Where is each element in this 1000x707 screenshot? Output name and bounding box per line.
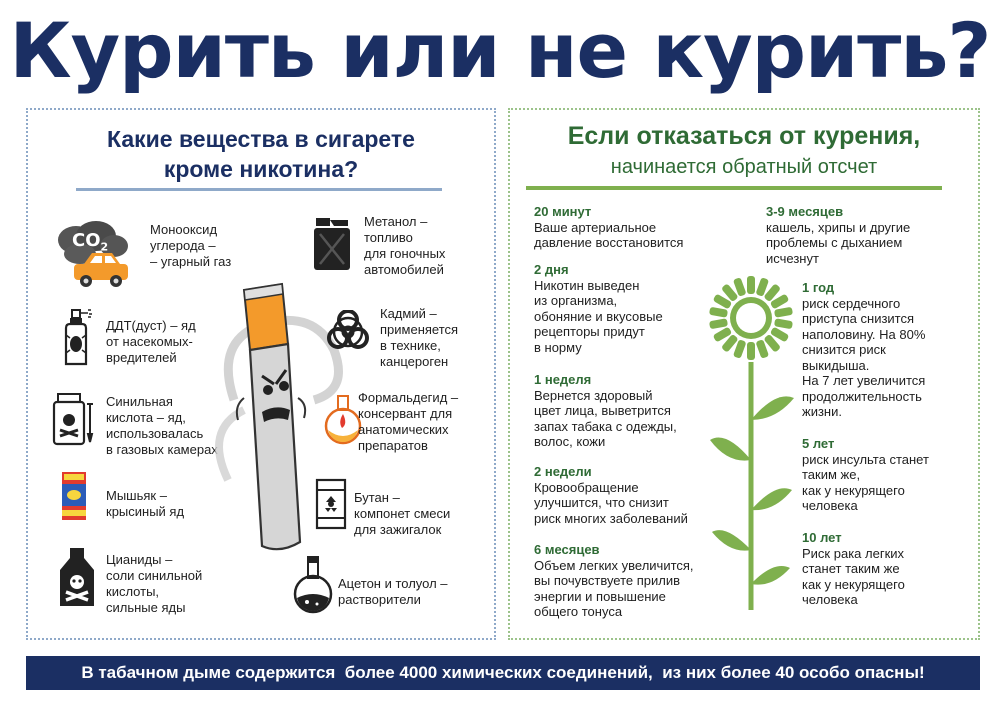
footer-banner: В табачном дыме содержится более 4000 химических соединений, из них более 40 особо опасны! <box>26 656 980 690</box>
stage-text: Объем легких увеличится, вы почувствуете прилив энергии и повышение общего тонуса <box>534 557 694 619</box>
co2-label <box>72 230 108 254</box>
spray-can-icon <box>60 308 94 368</box>
substance-arsenic: Мышьяк – крысиный яд <box>106 488 185 519</box>
co2-label-text: CO <box>72 230 101 251</box>
substance-cyanide: Цианиды – соли синильной кислоты, сильные яды <box>106 552 203 615</box>
stage-text: Кровообращение улучшится, что снизит риск многих заболеваний <box>534 479 688 526</box>
co2-label-sub: 2 <box>100 240 109 254</box>
fuel-canister-icon <box>310 216 354 272</box>
left-heading-rule <box>76 188 442 191</box>
left-heading-line2: кроме никотина? <box>163 156 359 182</box>
stage-time: 5 лет <box>802 436 835 451</box>
stage-text: риск инсульта станет таким же, как у некурящего человека <box>802 451 929 513</box>
main-title: Курить или не курить? <box>9 6 991 95</box>
stage-time: 10 лет <box>802 530 842 545</box>
left-heading <box>28 124 494 184</box>
radioactive-barrel-icon <box>314 478 348 530</box>
stage-text: Риск рака легких станет таким же как у некурящего человека <box>802 545 905 607</box>
stage-text: Вернется здоровый цвет лица, выветрится запах табака с одежды, волос, кожи <box>534 387 677 449</box>
stage-time: 2 дня <box>534 262 569 277</box>
stage-20-minutes <box>534 204 683 251</box>
poison-bottle-icon <box>54 546 100 610</box>
stage-text: Никотин выведен из организма, обоняние и вкусовые рецепторы придут в норму <box>534 277 663 355</box>
rat-poison-icon <box>60 470 88 522</box>
substance-methanol: Метанол – топливо для гоночных автомобилей <box>364 214 446 277</box>
stage-time: 6 месяцев <box>534 542 600 557</box>
stage-time: 2 недели <box>534 464 592 479</box>
stage-5-years <box>802 436 929 514</box>
substance-co: Монооксид углерода – – угарный газ <box>150 222 232 269</box>
substance-cadmium: Кадмий – применяется в технике, канцероген <box>380 306 459 369</box>
substance-acetone: Ацетон и толуол – растворители <box>338 576 448 607</box>
stage-2-weeks <box>534 464 688 526</box>
stage-time: 3-9 месяцев <box>766 204 844 219</box>
poison-jar-icon <box>50 390 102 450</box>
right-heading: Если отказаться от курения, <box>567 122 921 150</box>
stage-time: 1 неделя <box>534 372 592 387</box>
substance-formaldehyde: Формальдегид – консервант для анатомических препаратов <box>358 390 459 453</box>
stage-10-years <box>802 530 905 608</box>
biohazard-icon <box>326 310 370 354</box>
left-heading-line1: Какие вещества в сигарете <box>107 126 415 152</box>
right-heading-rule <box>526 186 942 190</box>
stage-text: Ваше артериальное давление восстановится <box>534 219 684 250</box>
round-flask-icon <box>290 554 336 614</box>
substance-ddt: ДДТ(дуст) – яд от насекомых- вредителей <box>106 318 196 365</box>
stage-time: 1 год <box>802 280 835 295</box>
right-panel <box>508 108 980 640</box>
left-panel <box>26 108 496 640</box>
stage-text: кашель, хрипы и другие проблемы с дыханием исчезнут <box>766 219 911 266</box>
substance-hcn: Синильная кислота – яд, использовалась в газовых камерах <box>106 394 218 457</box>
flower-icon <box>706 270 796 614</box>
stage-1-week <box>534 372 677 450</box>
stage-time: 20 минут <box>534 204 592 219</box>
right-subheading: начинается обратный отсчет <box>610 156 878 178</box>
stage-3-9-months <box>766 204 910 266</box>
stage-2-days <box>534 262 663 355</box>
stage-6-months <box>534 542 694 620</box>
stage-1-year <box>802 280 925 420</box>
substance-butane: Бутан – компонет смеси для зажигалок <box>354 490 451 537</box>
stage-text: риск сердечного приступа снизится наполовину. На 80% снизится риск выкидыша. На 7 лет увеличится продолжительность жизни. <box>802 295 926 419</box>
